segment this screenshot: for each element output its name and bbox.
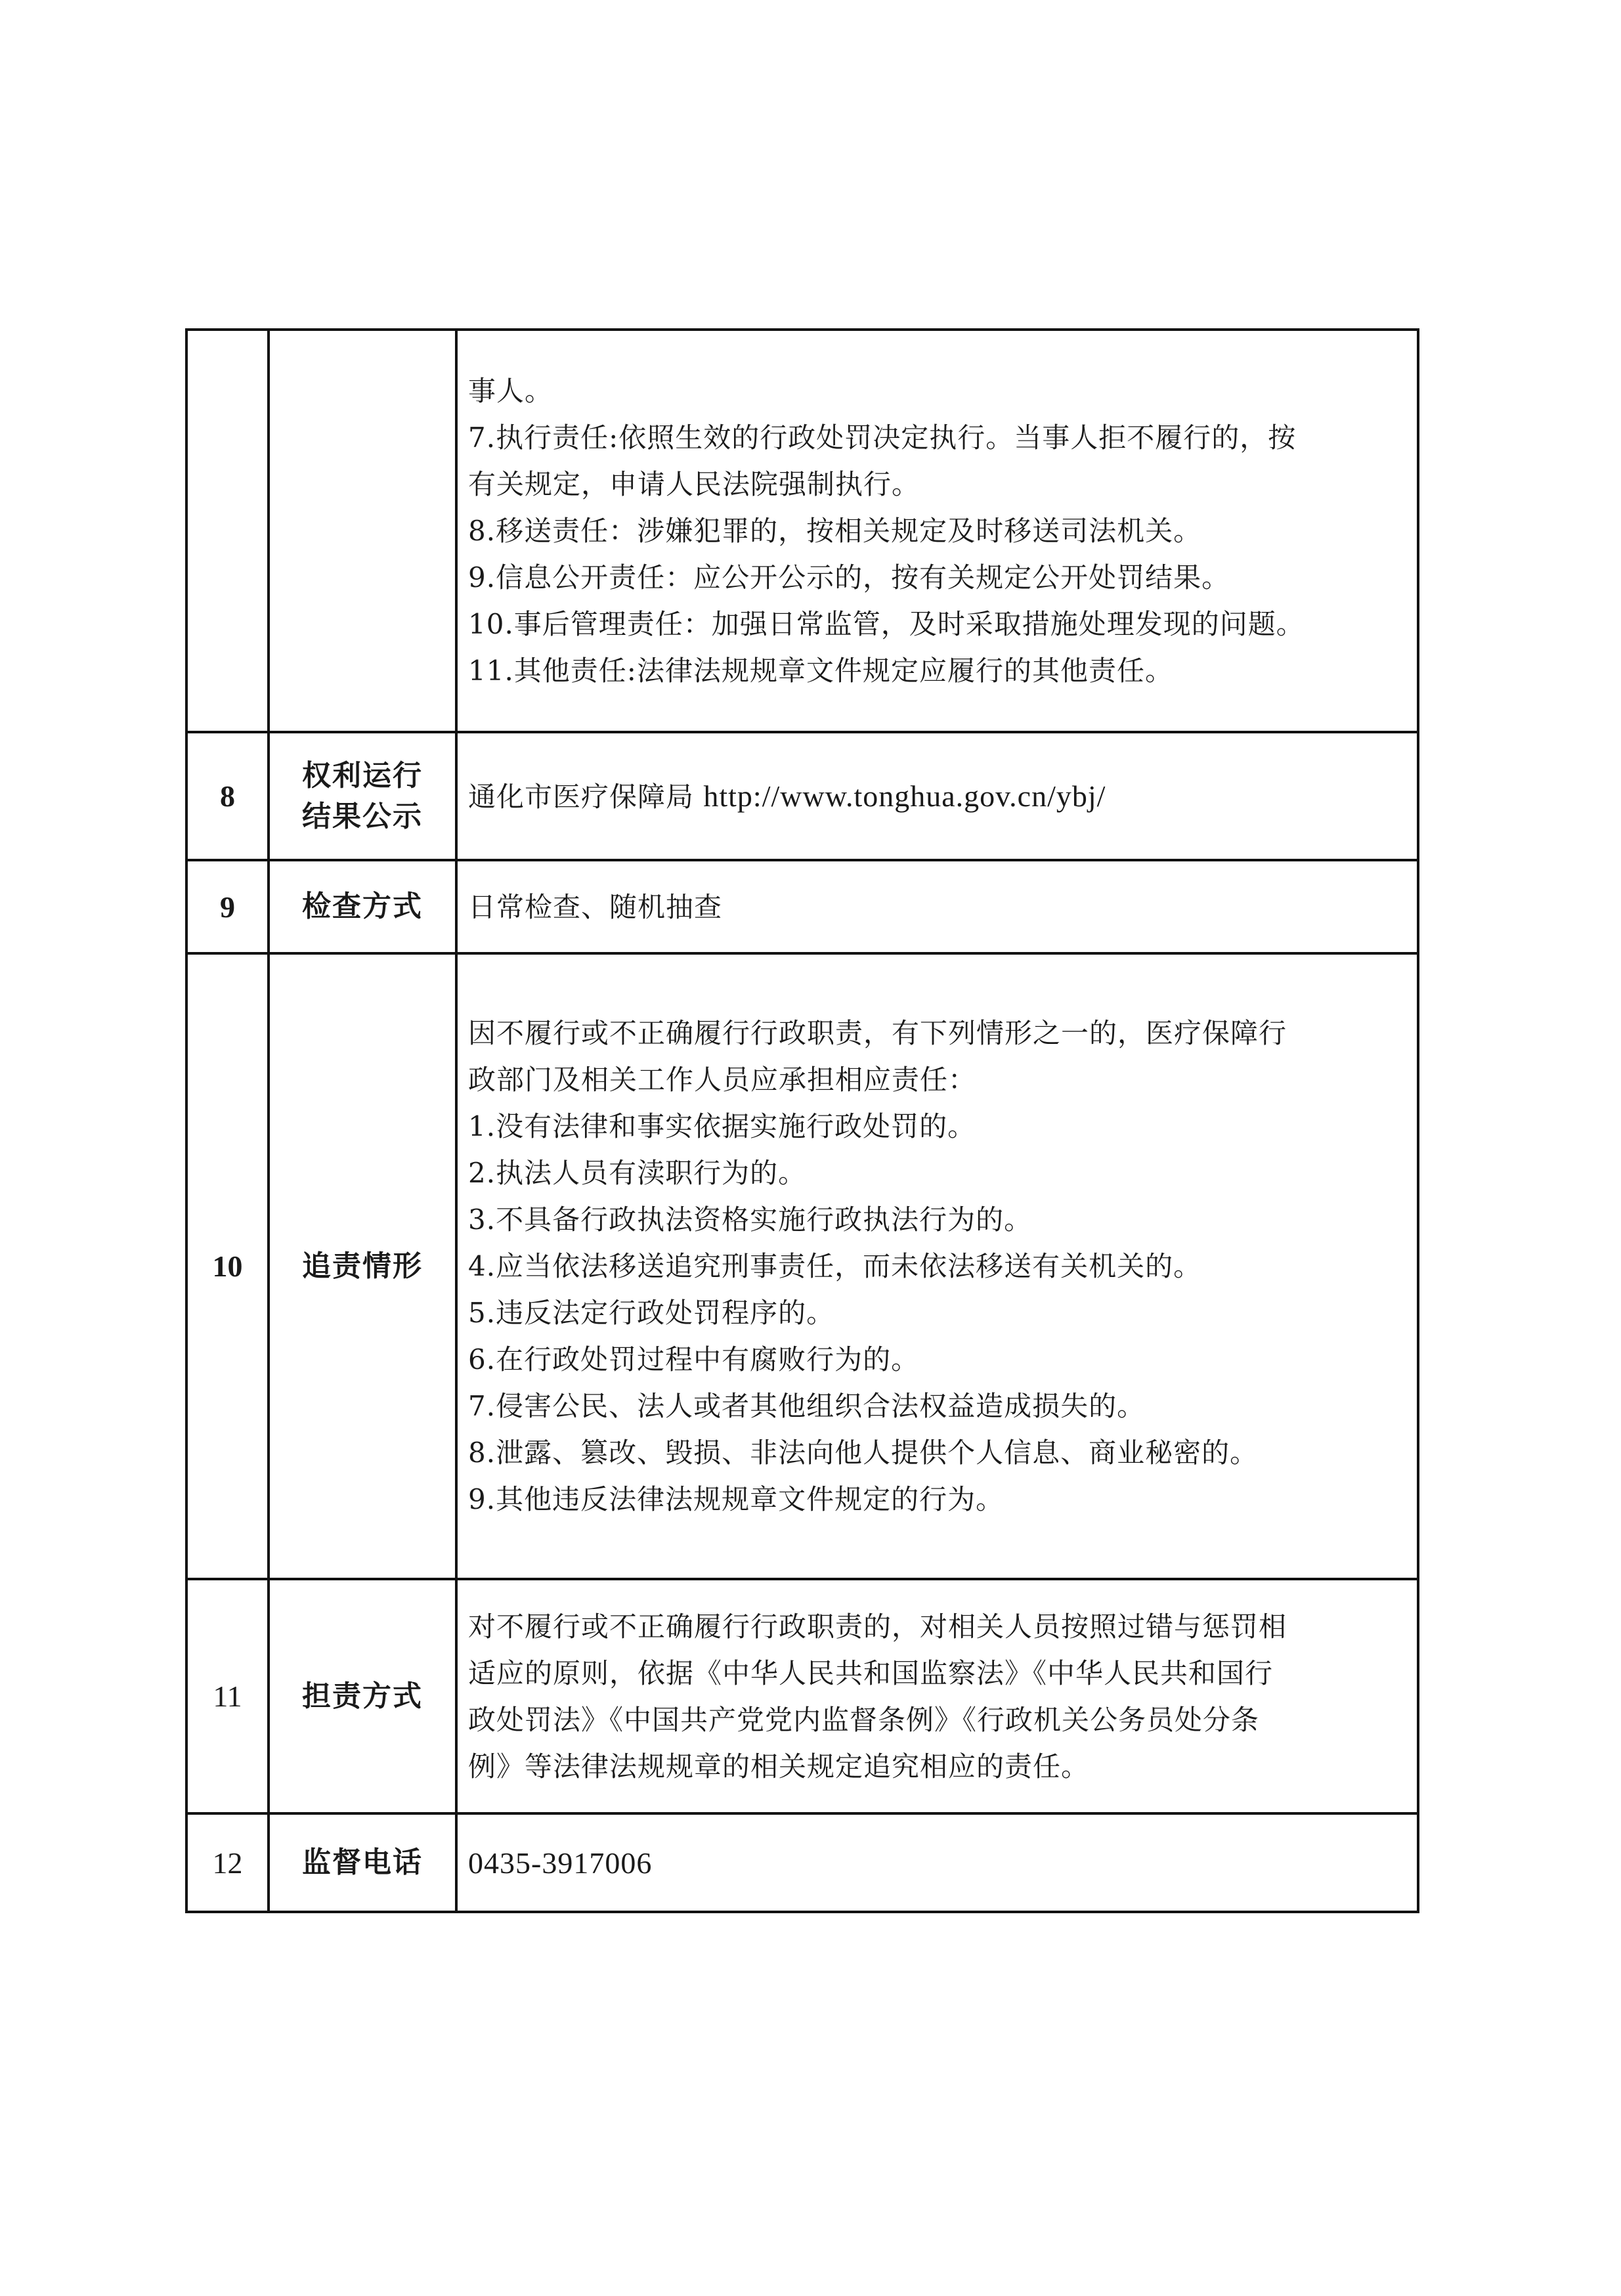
website-link[interactable]: http://www.tonghua.gov.cn/ybj/: [703, 779, 1106, 813]
row-content: [456, 732, 1418, 860]
table-row-12: [186, 1813, 1418, 1912]
content-line: 5.违反法定行政处罚程序的。: [468, 1297, 835, 1329]
row-label-line: 结果公示: [302, 799, 423, 833]
content-line: 10.事后管理责任：加强日常监管，及时采取措施处理发现的问题。: [468, 608, 1305, 640]
row-label-line: 权利运行: [302, 758, 423, 792]
content-line: 适应的原则，依据《中华人民共和国监察法》《中华人民共和国行: [468, 1657, 1274, 1689]
content-line: 8.移送责任：涉嫌犯罪的，按相关规定及时移送司法机关。: [468, 515, 1202, 547]
row-content: [456, 330, 1418, 732]
content-line: 例》等法律法规规章的相关规定追究相应的责任。: [468, 1750, 1090, 1783]
content-line: 政部门及相关工作人员应承担相应责任：: [468, 1064, 977, 1096]
row-content: [456, 953, 1418, 1579]
table-row-8: [186, 732, 1418, 860]
row-number: [186, 330, 269, 732]
content-line: 2.执法人员有渎职行为的。: [468, 1157, 807, 1189]
content-line: 4.应当依法移送追究刑事责任，而未依法移送有关机关的。: [468, 1250, 1202, 1282]
row-number: 12: [186, 1813, 269, 1912]
content-line: 9.信息公开责任：应公开公示的，按有关规定公开处罚结果。: [468, 561, 1230, 594]
row-label: 追责情形: [269, 953, 456, 1579]
table-row-11: [186, 1579, 1418, 1813]
content-line: 1.没有法律和事实依据实施行政处罚的。: [468, 1110, 976, 1142]
row-number: 10: [186, 953, 269, 1579]
content-line: 7.侵害公民、法人或者其他组织合法权益造成损失的。: [468, 1390, 1146, 1422]
table-row-10: [186, 953, 1418, 1579]
content-line: 对不履行或不正确履行行政职责的，对相关人员按照过错与惩罚相: [468, 1610, 1287, 1643]
row-content: [456, 1813, 1418, 1912]
content-line: 事人。: [468, 375, 553, 407]
row-number: 9: [186, 860, 269, 953]
content-line: 8.泄露、篡改、毁损、非法向他人提供个人信息、商业秘密的。: [468, 1437, 1259, 1469]
row-label: 检查方式: [269, 860, 456, 953]
row-label: 监督电话: [269, 1813, 456, 1912]
responsibility-table: [185, 328, 1419, 1913]
row-label: 担责方式: [269, 1579, 456, 1813]
organization-name: 通化市医疗保障局: [468, 780, 695, 813]
row-label: [269, 732, 456, 860]
content-line: 3.不具备行政执法资格实施行政执法行为的。: [468, 1203, 1033, 1236]
content-line: 9.其他违反法律法规规章文件规定的行为。: [468, 1483, 1005, 1515]
content-line: 日常检查、随机抽查: [468, 890, 723, 923]
table-row-continuation: [186, 330, 1418, 732]
content-line: 政处罚法》《中国共产党党内监督条例》《行政机关公务员处分条: [468, 1703, 1260, 1736]
content-line: 7.执行责任:依照生效的行政处罚决定执行。当事人拒不履行的，按: [468, 422, 1297, 454]
content-line: 因不履行或不正确履行行政职责，有下列情形之一的，医疗保障行: [468, 1017, 1287, 1049]
row-content: [456, 1579, 1418, 1813]
row-number: 11: [186, 1579, 269, 1813]
content-line: 6.在行政处罚过程中有腐败行为的。: [468, 1343, 920, 1375]
table-row-9: [186, 860, 1418, 953]
content-line: 有关规定，申请人民法院强制执行。: [468, 468, 920, 500]
row-content: [456, 860, 1418, 953]
row-number: 8: [186, 732, 269, 860]
row-label: [269, 330, 456, 732]
content-line: 11.其他责任:法律法规规章文件规定应履行的其他责任。: [468, 655, 1173, 687]
supervision-phone: 0435-3917006: [468, 1846, 653, 1880]
